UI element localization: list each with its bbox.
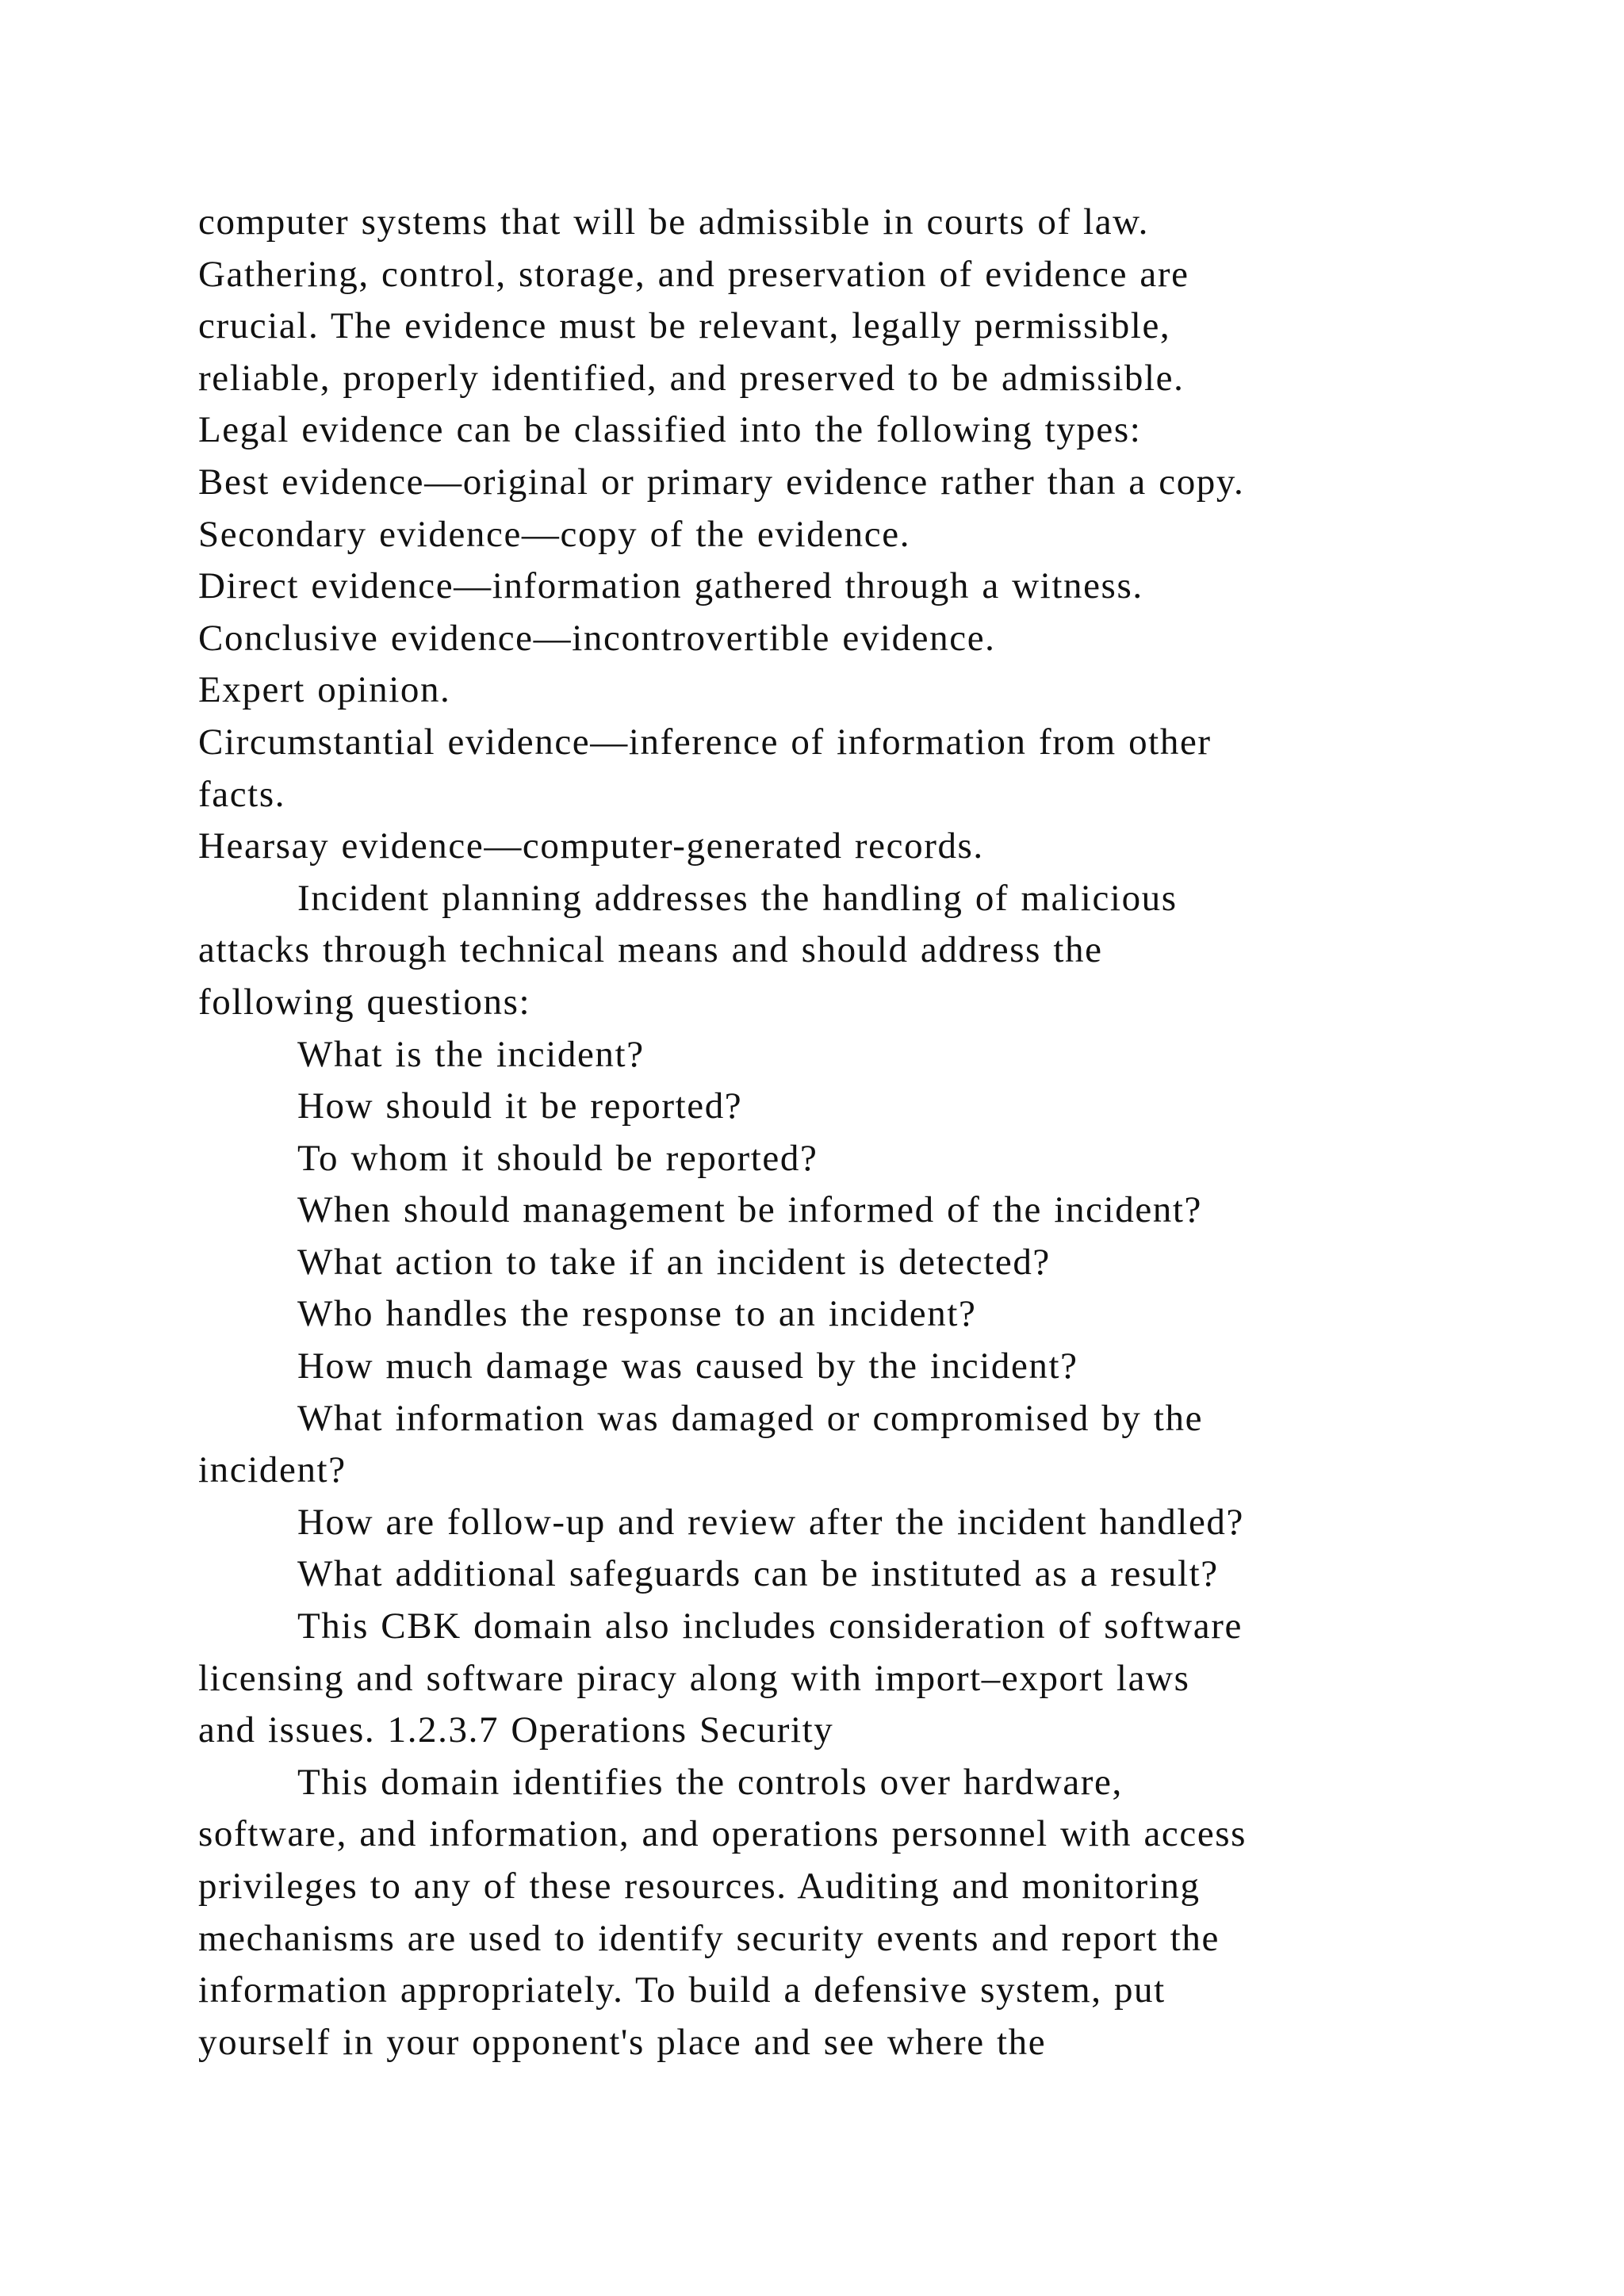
text-line: reliable, properly identified, and preserved to be admissible.: [198, 357, 1185, 399]
text-line: When should management be informed of the incident?: [297, 1189, 1203, 1231]
text-line: licensing and software piracy along with import–export laws: [198, 1657, 1190, 1699]
text-line: software, and information, and operations personnel with access: [198, 1813, 1247, 1855]
text-line: Hearsay evidence—computer-generated records.: [198, 825, 984, 867]
body-text: [198, 197, 1546, 2068]
text-line: Conclusive evidence—incontrovertible evidence.: [198, 617, 996, 659]
text-line: and issues. 1.2.3.7 Operations Security: [198, 1709, 834, 1751]
text-line: incident?: [198, 1449, 347, 1491]
text-line: Gathering, control, storage, and preservation of evidence are: [198, 253, 1189, 295]
text-line: attacks through technical means and should address the: [198, 929, 1103, 971]
text-line: How are follow-up and review after the incident handled?: [297, 1501, 1244, 1543]
text-line: computer systems that will be admissible in courts of law.: [198, 201, 1150, 243]
text-line: What is the incident?: [297, 1033, 645, 1075]
text-line: What action to take if an incident is detected?: [297, 1241, 1051, 1283]
text-line: Secondary evidence—copy of the evidence.: [198, 513, 911, 555]
text-line: Circumstantial evidence—inference of information from other: [198, 721, 1212, 763]
text-line: privileges to any of these resources. Auditing and monitoring: [198, 1866, 1201, 1907]
text-line: This domain identifies the controls over hardware,: [297, 1761, 1123, 1803]
text-line: crucial. The evidence must be relevant, legally permissible,: [198, 305, 1171, 347]
text-line: How much damage was caused by the incident?: [297, 1345, 1078, 1387]
text-line: yourself in your opponent's place and see where the: [198, 2021, 1047, 2063]
text-line: information appropriately. To build a defensive system, put: [198, 1969, 1166, 2011]
text-line: To whom it should be reported?: [297, 1137, 818, 1179]
text-line: This CBK domain also includes consideration of software: [297, 1605, 1243, 1647]
text-line: Who handles the response to an incident?: [297, 1293, 977, 1335]
text-line: following questions:: [198, 981, 531, 1023]
text-line: Expert opinion.: [198, 669, 451, 711]
text-line: facts.: [198, 773, 286, 815]
text-line: Legal evidence can be classified into the following types:: [198, 409, 1142, 451]
text-line: How should it be reported?: [297, 1085, 743, 1127]
text-line: Incident planning addresses the handling of malicious: [297, 877, 1178, 919]
text-line: Direct evidence—information gathered through a witness.: [198, 565, 1143, 607]
text-line: Best evidence—original or primary evidence rather than a copy.: [198, 461, 1245, 503]
text-line: What additional safeguards can be instituted as a result?: [297, 1553, 1219, 1595]
text-line: What information was damaged or compromised by the: [297, 1397, 1204, 1439]
text-line: mechanisms are used to identify security events and report the: [198, 1917, 1220, 1959]
